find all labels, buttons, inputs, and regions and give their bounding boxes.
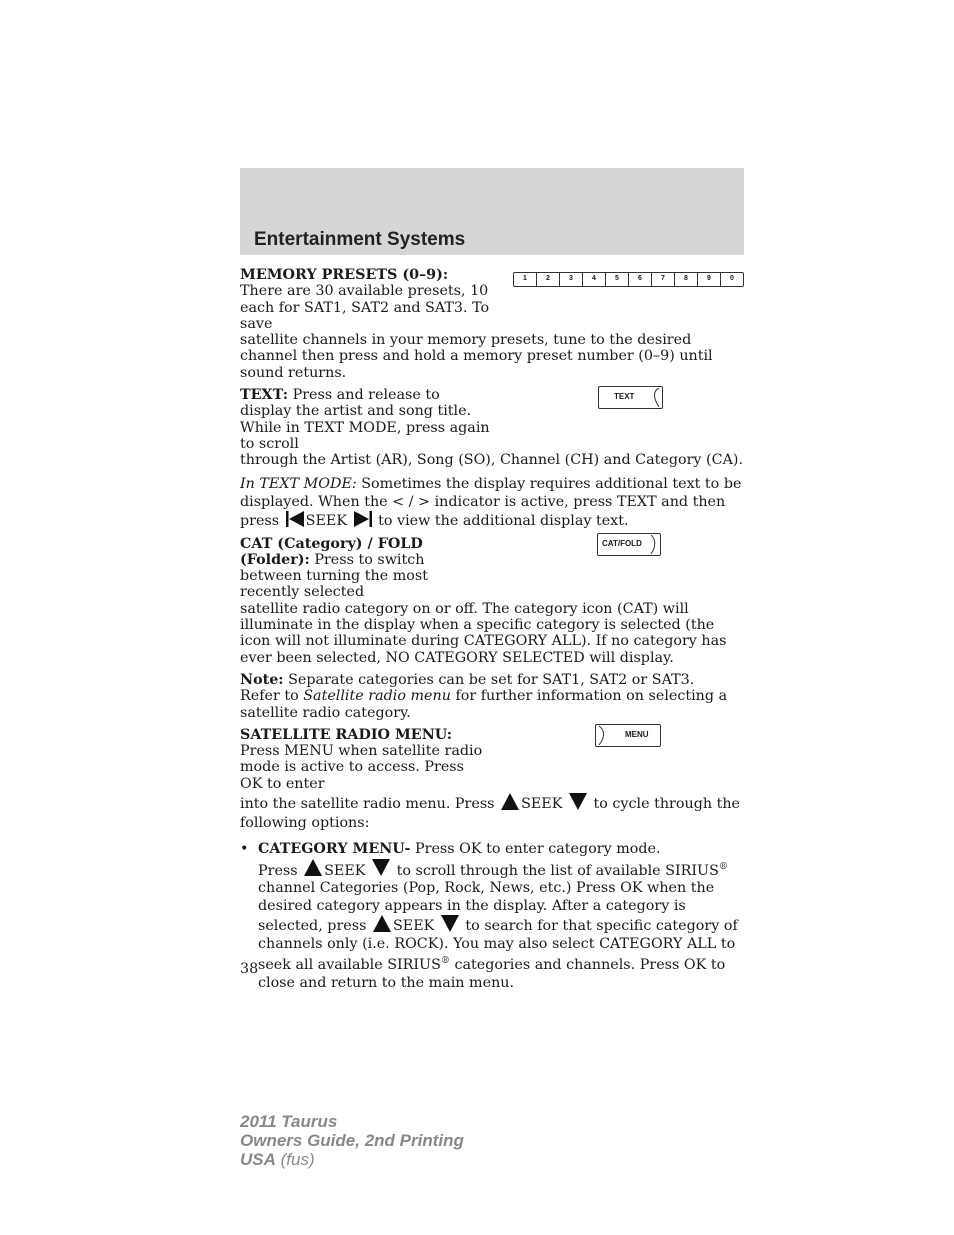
seek-down-icon (441, 915, 459, 932)
footer-region: USA (fus) (240, 1150, 315, 1169)
satellite-menu-heading: SATELLITE RADIO MENU: (240, 726, 452, 743)
seek-down-icon (372, 859, 390, 876)
preset-key: 5 (605, 272, 629, 287)
preset-key: 7 (651, 272, 675, 287)
key-edge-icon (652, 388, 660, 407)
key-edge-icon (650, 535, 658, 554)
preset-key: 6 (628, 272, 652, 287)
memory-presets-intro: MEMORY PRESETS (0–9): There are 30 available presets, 10 each for SAT1, SAT2 and SAT3. To save (240, 267, 490, 332)
memory-presets-block (240, 267, 745, 381)
seek-up-icon (373, 915, 391, 932)
text-key: TEXT (598, 386, 663, 409)
satellite-menu-intro: SATELLITE RADIO MENU: Press MENU when satellite radio mode is active to access. Press OK to enter (240, 726, 483, 792)
page-content (240, 267, 745, 992)
text-mode-paragraph: In TEXT MODE: Sometimes the display requires additional text to be displayed. When the < / > indicator is active, press TEXT and then press SEEK to view the additional display text. (240, 475, 742, 529)
bullet: • (240, 841, 249, 858)
text-button-intro: TEXT: Press and release to display the artist and song title. While in TEXT MODE, press again to scroll (240, 387, 490, 452)
memory-presets-body: satellite channels in your memory presets, tune to the desired channel then press and hold a memory preset number (0–9) until sound returns. (240, 332, 713, 381)
note-paragraph: Note: Separate categories can be set for SAT1, SAT2 or SAT3. Refer to Satellite radio menu for further information on selecting a satellite radio category. (240, 671, 728, 721)
seek-up-icon (501, 793, 519, 810)
preset-key: 3 (559, 272, 583, 287)
fold-heading: (Folder): (240, 551, 310, 568)
cat-fold-key: CAT/FOLD (597, 533, 661, 556)
text-button-block (240, 387, 745, 468)
section-title: Entertainment Systems (254, 229, 466, 250)
document-footer (240, 1112, 464, 1169)
list-item: • CATEGORY MENU- Press OK to enter category mode. Press SEEK to scroll through the list of available SIRIUS® channel Categories (Pop, Rock, News, etc.) Press OK when the desired category appears in the display. After a category is selected, press SEEK to search for that specific category of channels only (i.e. ROCK). You may also select CATEGORY ALL to seek all available SIRIUS® categories and channels. Press OK to close and return to the main menu. (240, 841, 738, 991)
seek-next-icon (354, 511, 372, 527)
key-edge-icon (598, 726, 606, 745)
cat-fold-block (240, 536, 745, 666)
preset-key: 4 (582, 272, 606, 287)
note-label: Note: (240, 671, 284, 688)
text-mode-lead: In TEXT MODE: (240, 475, 357, 492)
text-button-body: through the Artist (AR), Song (SO), Channel (CH) and Category (CA). (240, 452, 744, 469)
cat-fold-intro: CAT (Category) / FOLD (Folder): Press to switch between turning the most recently selected (240, 535, 428, 601)
menu-key: MENU (595, 724, 661, 747)
category-menu-heading: CATEGORY MENU- (258, 841, 411, 858)
footer-model: 2011 Taurus (240, 1112, 338, 1131)
footer-edition: Owners Guide, 2nd Printing (240, 1131, 464, 1150)
satellite-radio-menu-reference: Satellite radio menu (303, 688, 451, 705)
satellite-menu-body: into the satellite radio menu. Press SEEK to cycle through the following options: (240, 793, 745, 833)
cat-fold-body: satellite radio category on or off. The category icon (CAT) will illuminate in the display when a specific category is selected (the icon will not illuminate during CATEGORY ALL). If no category has ever been selected, NO CATEGORY SELECTED will display. (240, 600, 727, 666)
memory-presets-heading: MEMORY PRESETS (0–9): (240, 267, 449, 283)
text-heading: TEXT: (240, 387, 289, 404)
preset-key: 9 (697, 272, 721, 287)
seek-down-icon (569, 793, 587, 810)
seek-up-icon (304, 859, 322, 876)
memory-preset-keypad (514, 272, 744, 287)
preset-key: 2 (536, 272, 560, 287)
page-number: 38 (240, 961, 259, 977)
satellite-menu-options (240, 841, 745, 992)
preset-key: 0 (720, 272, 744, 287)
preset-key: 8 (674, 272, 698, 287)
satellite-menu-block (240, 727, 745, 833)
preset-key: 1 (513, 272, 537, 287)
section-header-band (240, 168, 744, 255)
registered-mark: ® (440, 956, 450, 967)
seek-previous-icon (286, 511, 304, 527)
registered-mark: ® (718, 861, 728, 872)
cat-fold-heading: CAT (Category) / FOLD (240, 535, 423, 552)
